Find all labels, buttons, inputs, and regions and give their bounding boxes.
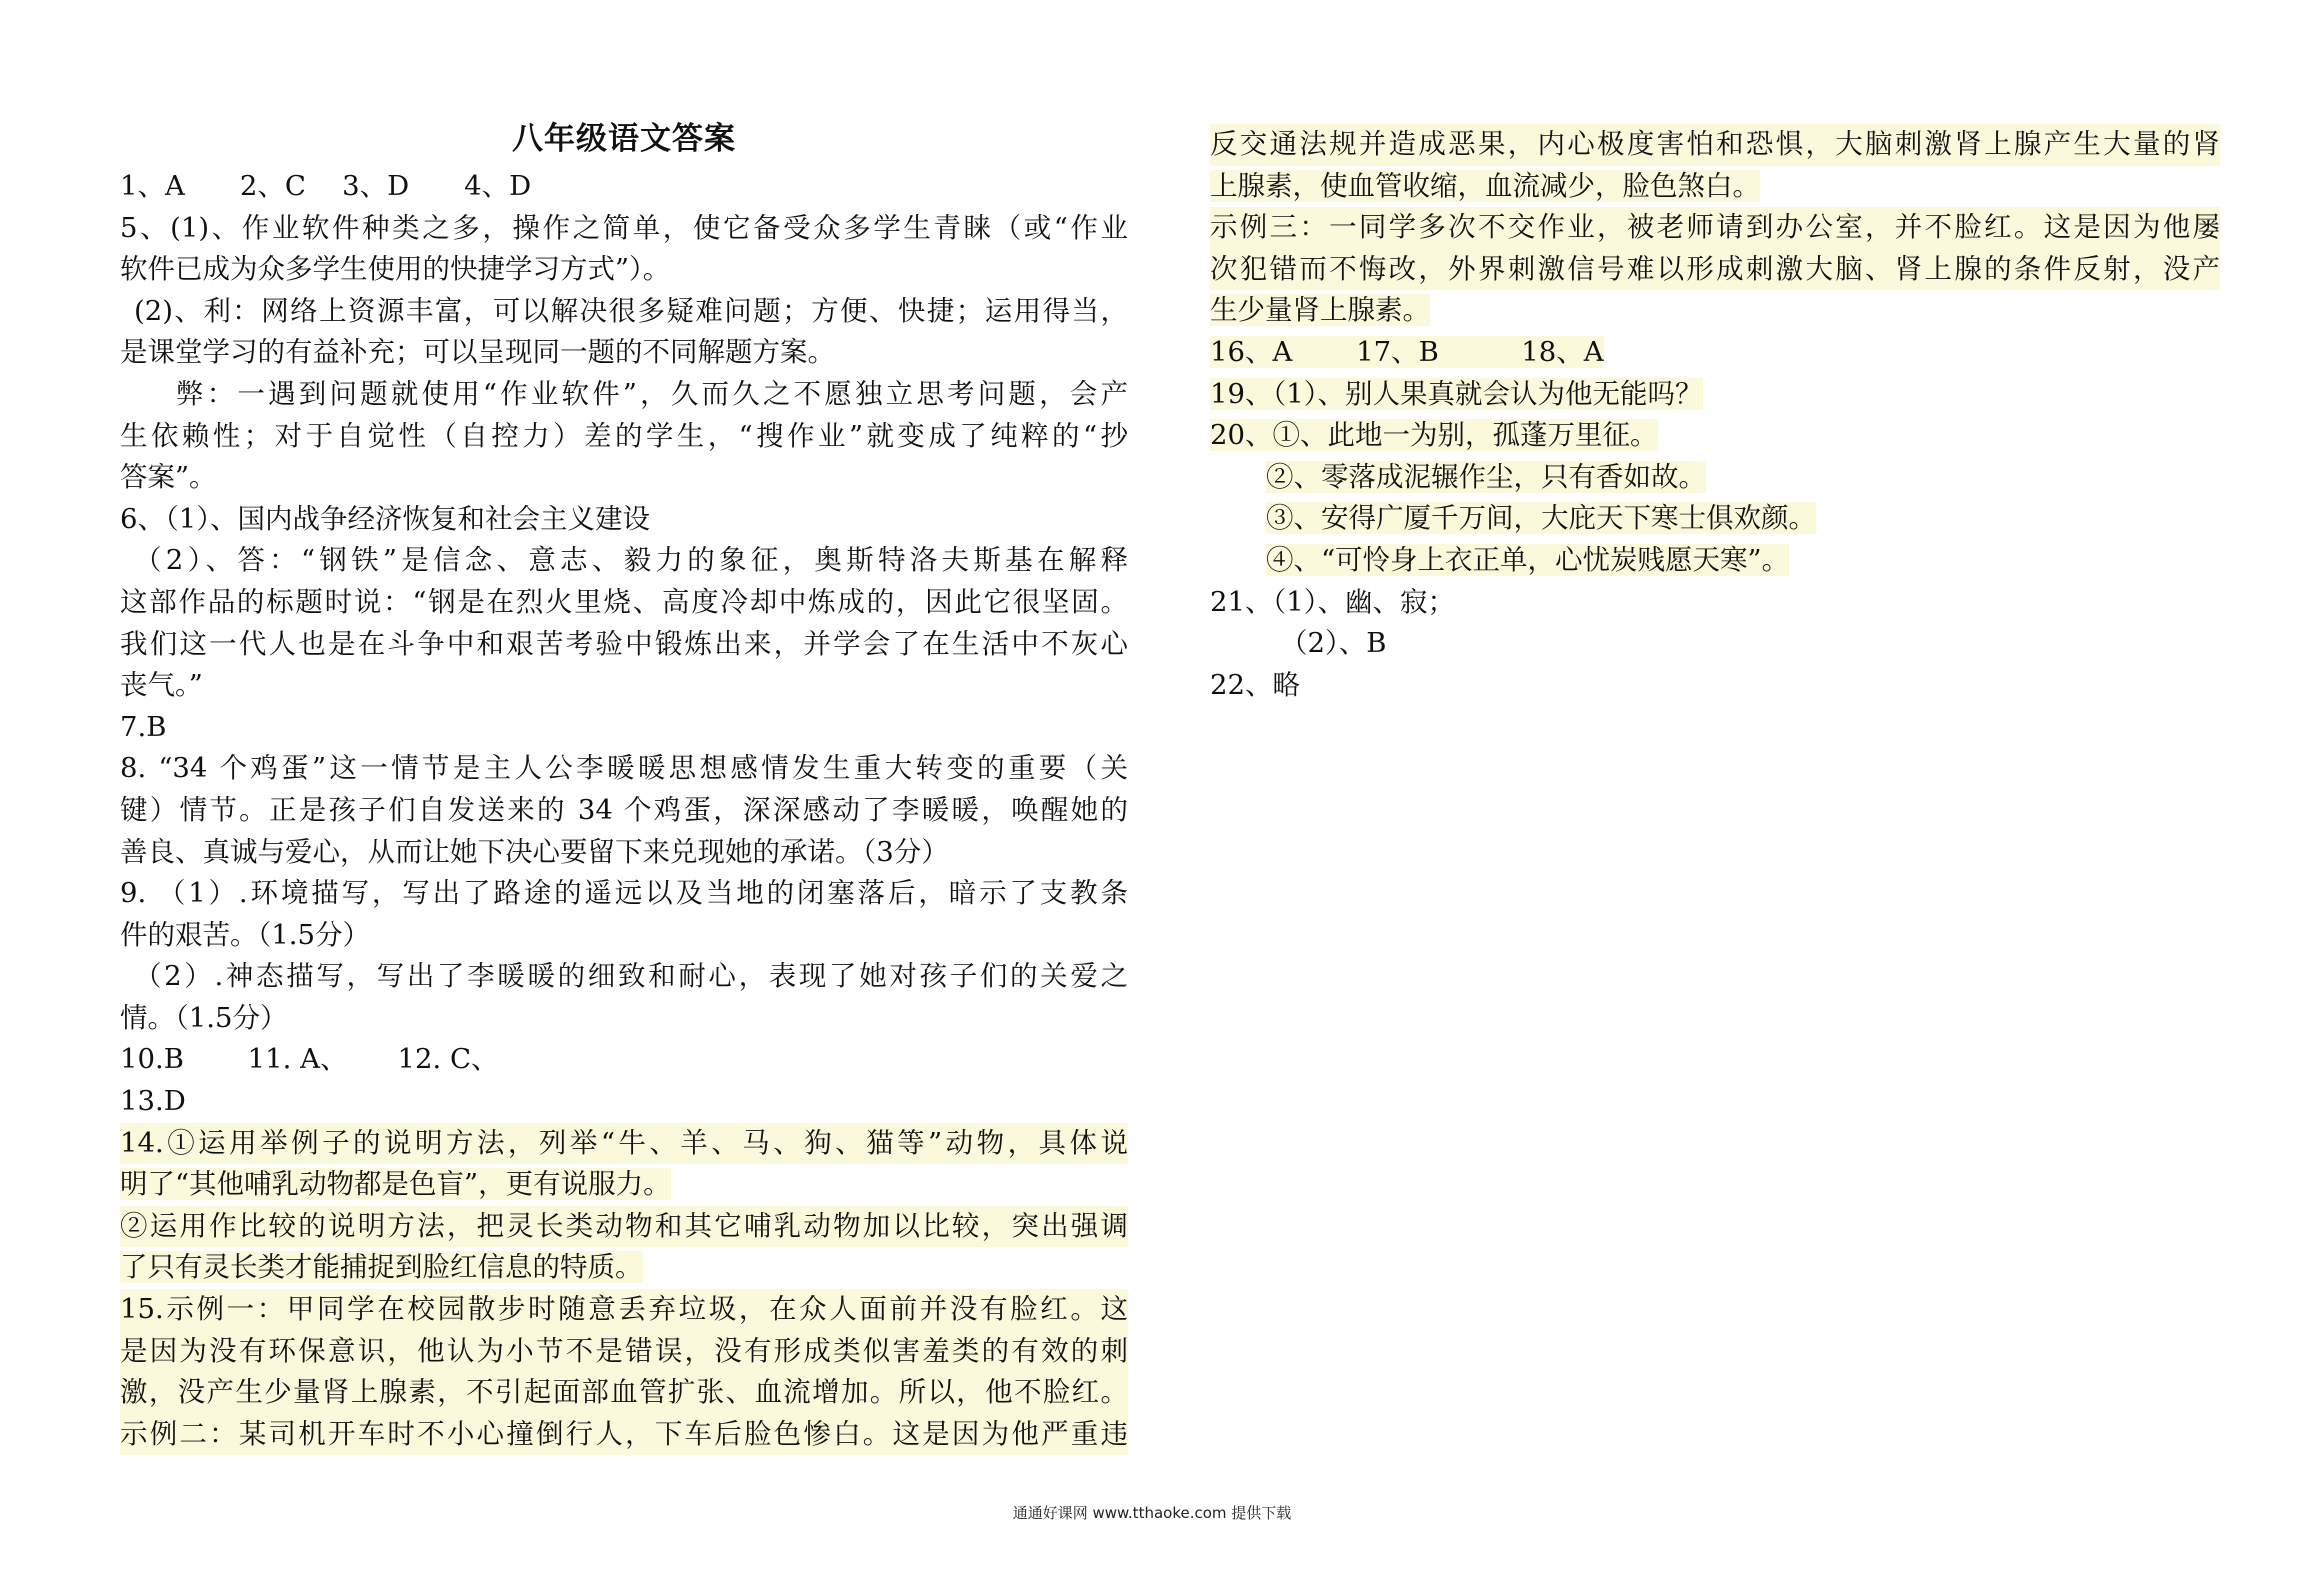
answer-line-text: 20、①、此地一为别，孤蓬万里征。 — [1210, 419, 1658, 452]
answer-line: 9. （1）.环境描写，写出了路途的遥远以及当地的闭塞落后，暗示了支教条 — [120, 877, 1128, 910]
answer-line: 善良、真诚与爱心，从而让她下决心要留下来兑现她的承诺。（3分） — [120, 835, 949, 868]
left-column — [120, 166, 1128, 1455]
answer-line: 这部作品的标题时说：“钢是在烈火里烧、高度冷却中炼成的，因此它很坚固。 — [120, 585, 1128, 618]
answer-line: 7.B — [120, 710, 167, 743]
answer-line: 21、（1）、幽、寂； — [1210, 585, 1455, 618]
answer-line-text: 生少量肾上腺素。 — [1210, 294, 1430, 327]
answer-line — [1210, 290, 2220, 332]
answer-line: 答案”。 — [120, 461, 217, 494]
answer-line — [1210, 540, 2220, 582]
answer-line: 反交通法规并造成恶果，内心极度害怕和恐惧，大脑刺激肾上腺产生大量的肾 — [1210, 124, 2220, 166]
answer-line-text: ④、“可怜身上衣正单，心忧炭贱愿天寒”。 — [1266, 543, 1790, 576]
answer-line: 次犯错而不悔改，外界刺激信号难以形成刺激大脑、肾上腺的条件反射，没产 — [1210, 249, 2220, 291]
answer-line: 6、（1）、国内战争经济恢复和社会主义建设 — [120, 502, 650, 535]
answer-line-text: 上腺素，使血管收缩，血流减少，脸色煞白。 — [1210, 169, 1760, 202]
answer-line-text: 了只有灵长类才能捕捉到脸红信息的特质。 — [120, 1251, 643, 1284]
answer-line: 1、A 2、C 3、D 4、D — [120, 170, 532, 202]
footer-source: 通通好课网 www.tthaoke.com 提供下载 — [1012, 1504, 1292, 1522]
answer-line-text: 明了“其他哺乳动物都是色盲”，更有说服力。 — [120, 1168, 671, 1201]
answer-line: 是课堂学习的有益补充；可以呈现同一题的不同解题方案。 — [120, 336, 835, 369]
answer-line: 软件已成为众多学生使用的快捷学习方式”）。 — [120, 253, 671, 286]
answer-line: （2）.神态描写，写出了李暖暖的细致和耐心，表现了她对孩子们的关爱之 — [134, 960, 1128, 993]
answer-line — [120, 1164, 1128, 1206]
answer-line — [1210, 415, 2220, 457]
answer-line: 生依赖性；对于自觉性（自控力）差的学生，“搜作业”就变成了纯粹的“抄 — [120, 419, 1128, 452]
answer-line: 示例二：某司机开车时不小心撞倒行人，下车后脸色惨白。这是因为他严重违 — [120, 1414, 1128, 1456]
answer-line: 22、略 — [1210, 668, 1300, 701]
answer-line-text: 19、（1）、别人果真就会认为他无能吗？ — [1210, 377, 1703, 410]
answer-line: 情。（1.5分） — [120, 1001, 288, 1034]
answer-line — [1210, 498, 2220, 540]
answer-line: 激，没产生少量肾上腺素，不引起面部血管扩张、血流增加。所以，他不脸红。 — [120, 1372, 1128, 1414]
answer-line: 是因为没有环保意识，他认为小节不是错误，没有形成类似害羞类的有效的刺 — [120, 1331, 1128, 1373]
answer-line: 15.示例一：甲同学在校园散步时随意丢弃垃圾，在众人面前并没有脸红。这 — [120, 1289, 1128, 1331]
answer-line: 我们这一代人也是在斗争中和艰苦考验中锻炼出来，并学会了在生活中不灰心 — [120, 627, 1128, 660]
answer-line: 示例三：一同学多次不交作业，被老师请到办公室，并不脸红。这是因为他屡 — [1210, 207, 2220, 249]
page-title: 八年级语文答案 — [512, 121, 736, 157]
answer-line — [1210, 374, 2220, 416]
answer-line: 13.D — [120, 1085, 186, 1118]
answer-line-text: ②、零落成泥辗作尘，只有香如故。 — [1266, 460, 1706, 493]
answer-line: （2）、答：“钢铁”是信念、意志、毅力的象征，奥斯特洛夫斯基在解释 — [134, 544, 1128, 577]
answer-line: 键）情节。正是孩子们自发送来的 34 个鸡蛋，深深感动了李暖暖，唤醒她的 — [120, 793, 1128, 826]
answer-line — [1210, 332, 2220, 374]
answer-line: 弊：一遇到问题就使用“作业软件”，久而久之不愿独立思考问题，会产 — [176, 377, 1128, 410]
answer-line: 14.①运用举例子的说明方法，列举“牛、羊、马、狗、猫等”动物，具体说 — [120, 1123, 1128, 1165]
answer-line: 10.B 11. A、 12. C、 — [120, 1043, 499, 1076]
answer-line: 丧气。” — [120, 669, 203, 702]
answer-line — [1210, 166, 2220, 208]
answer-line: 8. “34 个鸡蛋”这一情节是主人公李暖暖思想感情发生重大转变的重要（关 — [120, 752, 1128, 785]
answer-line-text: ③、安得广厦千万间，大庇天下寒士俱欢颜。 — [1266, 502, 1816, 535]
answer-line: 5、(1)、作业软件种类之多，操作之简单，使它备受众多学生青睐（或“作业 — [120, 211, 1128, 244]
answer-line — [1210, 457, 2220, 499]
right-column — [1210, 124, 2220, 706]
answer-line: （2）、B — [1280, 627, 1387, 660]
answer-line: ②运用作比较的说明方法，把灵长类动物和其它哺乳动物加以比较，突出强调 — [120, 1206, 1128, 1248]
answer-line: (2)、利：网络上资源丰富，可以解决很多疑难问题；方便、快捷；运用得当， — [134, 294, 1128, 327]
answer-line-text: 16、A 17、B 18、A — [1210, 335, 1604, 368]
answer-line — [120, 1247, 1128, 1289]
answer-line: 件的艰苦。（1.5分） — [120, 918, 370, 951]
